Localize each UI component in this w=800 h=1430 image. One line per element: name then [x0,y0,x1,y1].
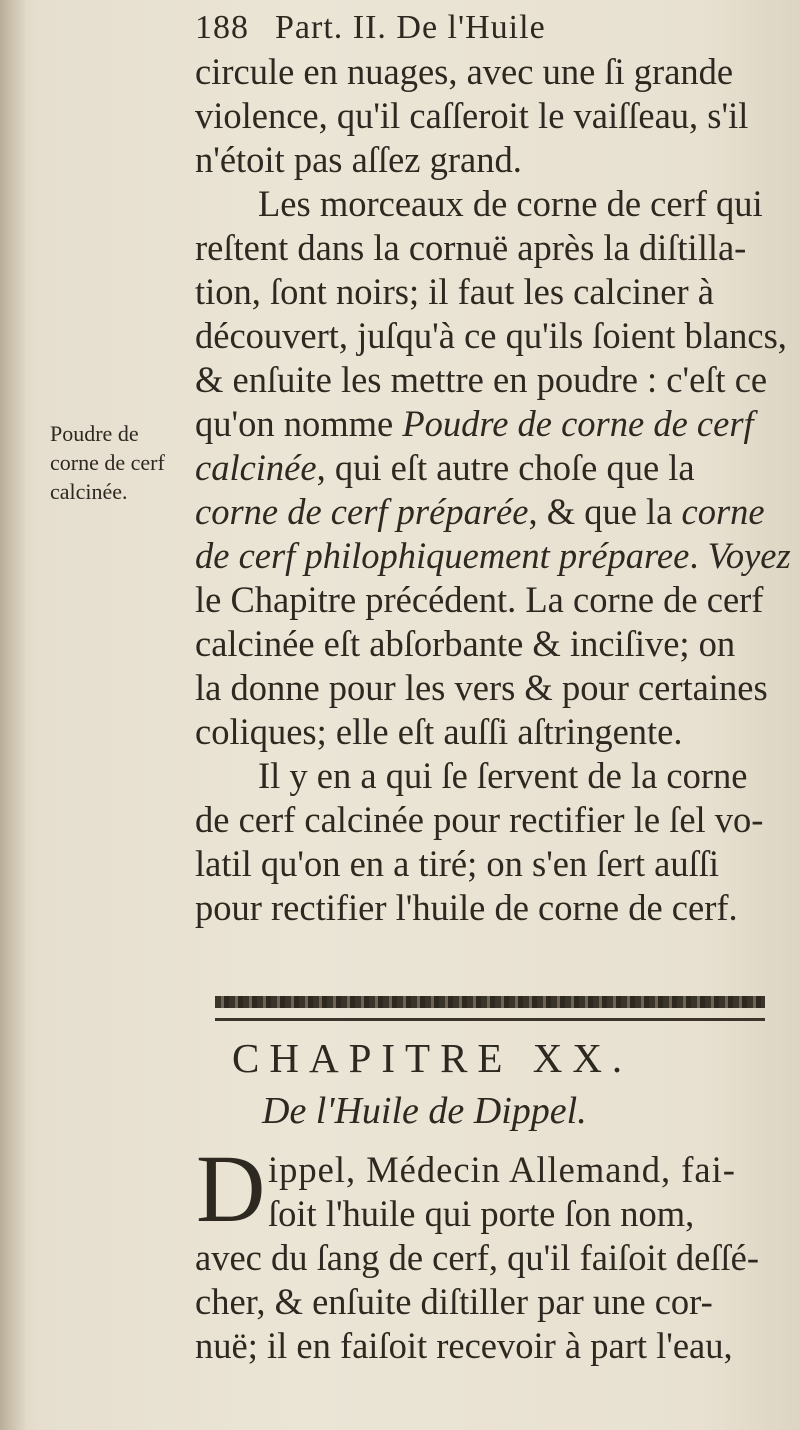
text-line [195,490,775,534]
text-line: la donne pour les vers & pour certaines [195,667,768,708]
chapter-title: CHAPITRE XX. [232,1035,633,1081]
margin-note-line: corne de cerf [50,450,165,475]
text-line: ippel, Médecin Allemand, fai- [268,1149,736,1190]
text-line: latil qu'on en a tiré; on s'en ſert auſſi [195,843,720,884]
text-line: & enſuite les mettre en poudre : c'eſt ce [195,359,768,400]
text-line [195,402,775,446]
chapter-subtitle: De l'Huile de Dippel. [262,1090,587,1132]
text-line: ſoit l'huile qui porte ſon nom, [268,1193,695,1234]
text-span: , qui eſt autre choſe que la [316,447,695,488]
text-line: tion, ſont noirs; il faut les calciner à [195,271,714,312]
italic-term: de cerf philophiquement préparee [195,535,690,576]
divider-rule [215,1018,765,1021]
margin-note-line: calcinée. [50,479,128,504]
text-line: nuë; il en faiſoit recevoir à part l'eau, [195,1325,733,1366]
text-line: découvert, juſqu'à ce qu'ils ſoient blancs, [195,315,787,356]
running-header [195,6,755,50]
text-line: n'étoit pas aſſez grand. [195,139,522,180]
italic-term: calcinée [195,447,317,488]
text-span: . [689,535,708,576]
page-number: 188 [195,9,249,46]
italic-term: Voyez [707,535,791,576]
italic-term: corne [681,491,765,532]
text-line: violence, qu'il caſſeroit le vaiſſeau, s'il [195,95,749,136]
text-line [195,446,775,490]
text-line: Les morceaux de corne de cerf qui [258,183,763,224]
margin-note-line: Poudre de [50,421,139,446]
text-line: reſtent dans la cornuë après la diſtilla- [195,227,747,268]
text-line: avec du ſang de cerf, qu'il faiſoit deſſé- [195,1237,759,1278]
text-span: qu'on nomme [195,403,403,444]
text-line: le Chapitre précédent. La corne de cerf [195,579,764,620]
ornamental-rule [215,996,765,1008]
italic-term: Poudre de corne de cerf [402,403,754,444]
text-line [195,534,791,578]
text-span: , & que la [528,491,682,532]
text-line: Il y en a qui ſe ſervent de la corne [258,755,748,796]
text-line: circule en nuages, avec une ſi grande [195,51,734,92]
italic-term: corne de cerf préparée [195,491,529,532]
text-line: calcinée eſt abſorbante & inciſive; on [195,623,736,664]
text-line: coliques; elle eſt auſſi aſtringente. [195,711,683,752]
running-title: Part. II. De l'Huile [275,9,546,46]
page-gutter-shadow [0,0,26,1430]
drop-cap: D [196,1135,266,1242]
text-line: pour rectifier l'huile de corne de cerf. [195,887,738,928]
text-line: cher, & enſuite diſtiller par une cor- [195,1281,713,1322]
text-line: de cerf calcinée pour rectifier le ſel vo- [195,799,764,840]
